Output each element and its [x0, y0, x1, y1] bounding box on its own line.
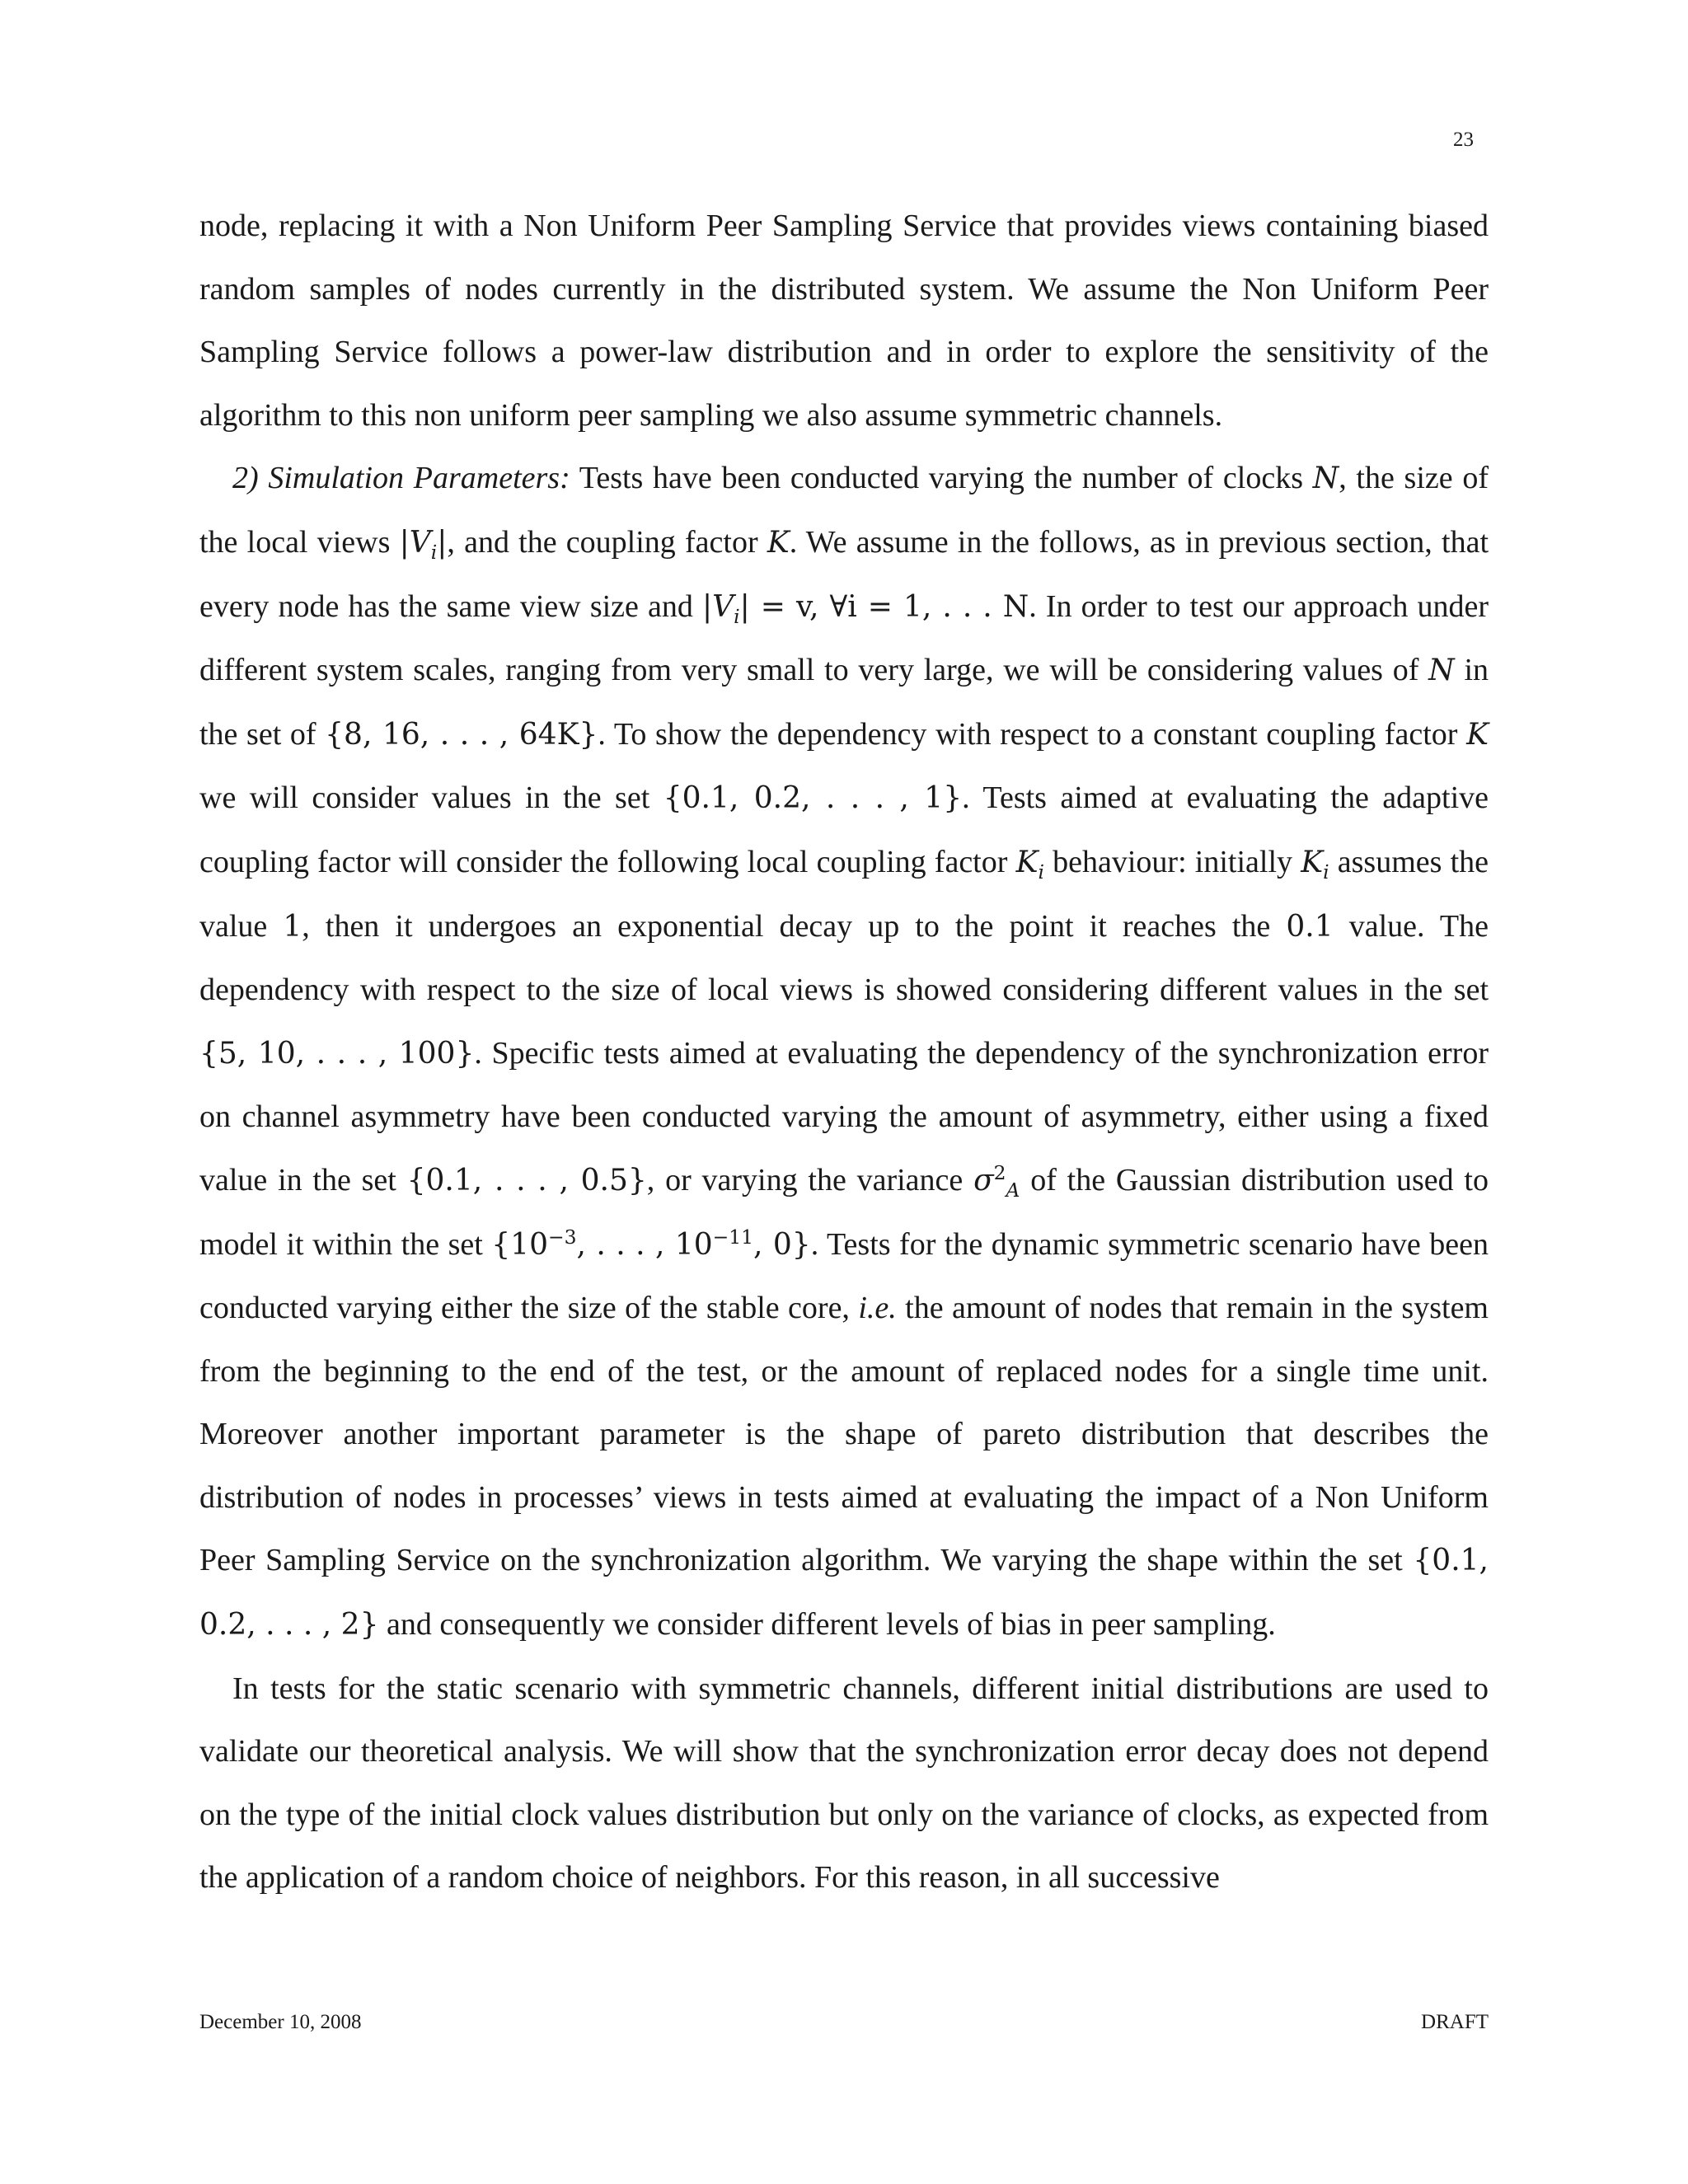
paragraph-1: node, replacing it with a Non Uniform Peer Sampling Service that provides views containing biased random samples of nodes currently in the distributed system. We assume the Non Uniform Peer Sampling Service follows a power-law distribution and in order to explore the sensitivity of the algorithm to this non uniform peer sampling we also assume symmetric channels. — [199, 209, 1489, 433]
math-view-equation: $|V_i| = v$, ∀i = 1, . . . N — [701, 589, 1029, 628]
math-set-shape: {0.1, 0.2, . . . , 2} — [199, 1544, 1489, 1643]
body-text — [199, 194, 1489, 1910]
math-one: 1 — [283, 909, 302, 944]
math-n: N — [1428, 654, 1455, 688]
math-k-i: $K_i$ — [1301, 845, 1329, 884]
math-set-k: {0.1, 0.2, . . . , 1} — [663, 781, 963, 816]
math-k-i: $K_i$ — [1015, 845, 1044, 884]
section-heading: 2) Simulation Parameters: — [232, 461, 570, 496]
math-set-asymmetry: {0.1, . . . , 0.5} — [406, 1163, 647, 1197]
math-k: K — [767, 525, 790, 560]
math-set-variance: {$10^{-3}$, . . . , $10^{-11}$, 0} — [491, 1225, 811, 1262]
math-n: N — [1312, 462, 1339, 496]
ie-abbreviation: i.e. — [858, 1291, 897, 1326]
math-set-views: {5, 10, . . . , 100} — [199, 1036, 475, 1071]
paragraph-3: In tests for the static scenario with symmetric channels, different initial distributions are used to validate our theoretical analysis. We will show that the synchronization error decay does not depend on the type of the initial clock values distribution but only on the variance of clocks, as expected from the application of a random choice of neighbors. For this reason, in all successive — [199, 1671, 1489, 1896]
footer-draft-label: DRAFT — [1421, 2011, 1489, 2033]
math-view-size: $|V_i|$ — [399, 525, 448, 565]
math-point-one: 0.1 — [1286, 909, 1334, 944]
footer-date: December 10, 2008 — [199, 2011, 362, 2033]
math-set-n: {8, 16, . . . , 64K} — [325, 717, 598, 752]
math-k: K — [1466, 717, 1489, 752]
page-number: 23 — [1453, 129, 1474, 151]
paragraph-simulation-parameters: 2) Simulation Parameters: Tests have been conducted varying the number of clocks N, the size of the local views $|V_i|$, and the coupling factor K. We assume in the follows, as in previous section, that every node has the same view size and $|V_i| = v$, ∀i = 1, . . . N. In order to test our approach under different system scales, ranging from very small to very large, we will be considering values of N in the set of {8, 16, . . . , 64K}. To show the dependency with respect to a constant coupling factor K we will consider values in the set {0.1, 0.2, . . . , 1}. Tests aimed at evaluating the adaptive coupling factor will consider the following local coupling factor $K_i$ behaviour: initially $K_i$ assumes the value 1, then it undergoes an exponential decay up to the point it reaches the 0.1 value. The dependency with respect to the size of local views is showed considering different values in the set {5, 10, . . . , 100}. Specific tests aimed at evaluating the dependency of the synchronization error on channel asymmetry have been conducted varying the amount of asymmetry, either using a fixed value in the set {0.1, . . . , 0.5}, or varying the variance $\sigma^2_A$ of the Gaussian distribution used to model it within the set {$10^{-3}$, . . . , $10^{-11}$, 0}. Tests for the dynamic symmetric scenario have been conducted varying either the size of the stable core, i.e. the amount of nodes that remain in the system from the beginning to the end of the test, or the amount of replaced nodes for a single time unit. Moreover another important parameter is the shape of pareto distribution that describes the distribution of nodes in processes’ views in tests aimed at evaluating the impact of a Non Uniform Peer Sampling Service on the synchronization algorithm. We varying the shape within the set {0.1, 0.2, . . . , 2} and consequently we consider different levels of bias in peer sampling. — [199, 461, 1489, 1643]
math-sigma-a-squared: $\sigma^2_A$ — [973, 1160, 1020, 1202]
